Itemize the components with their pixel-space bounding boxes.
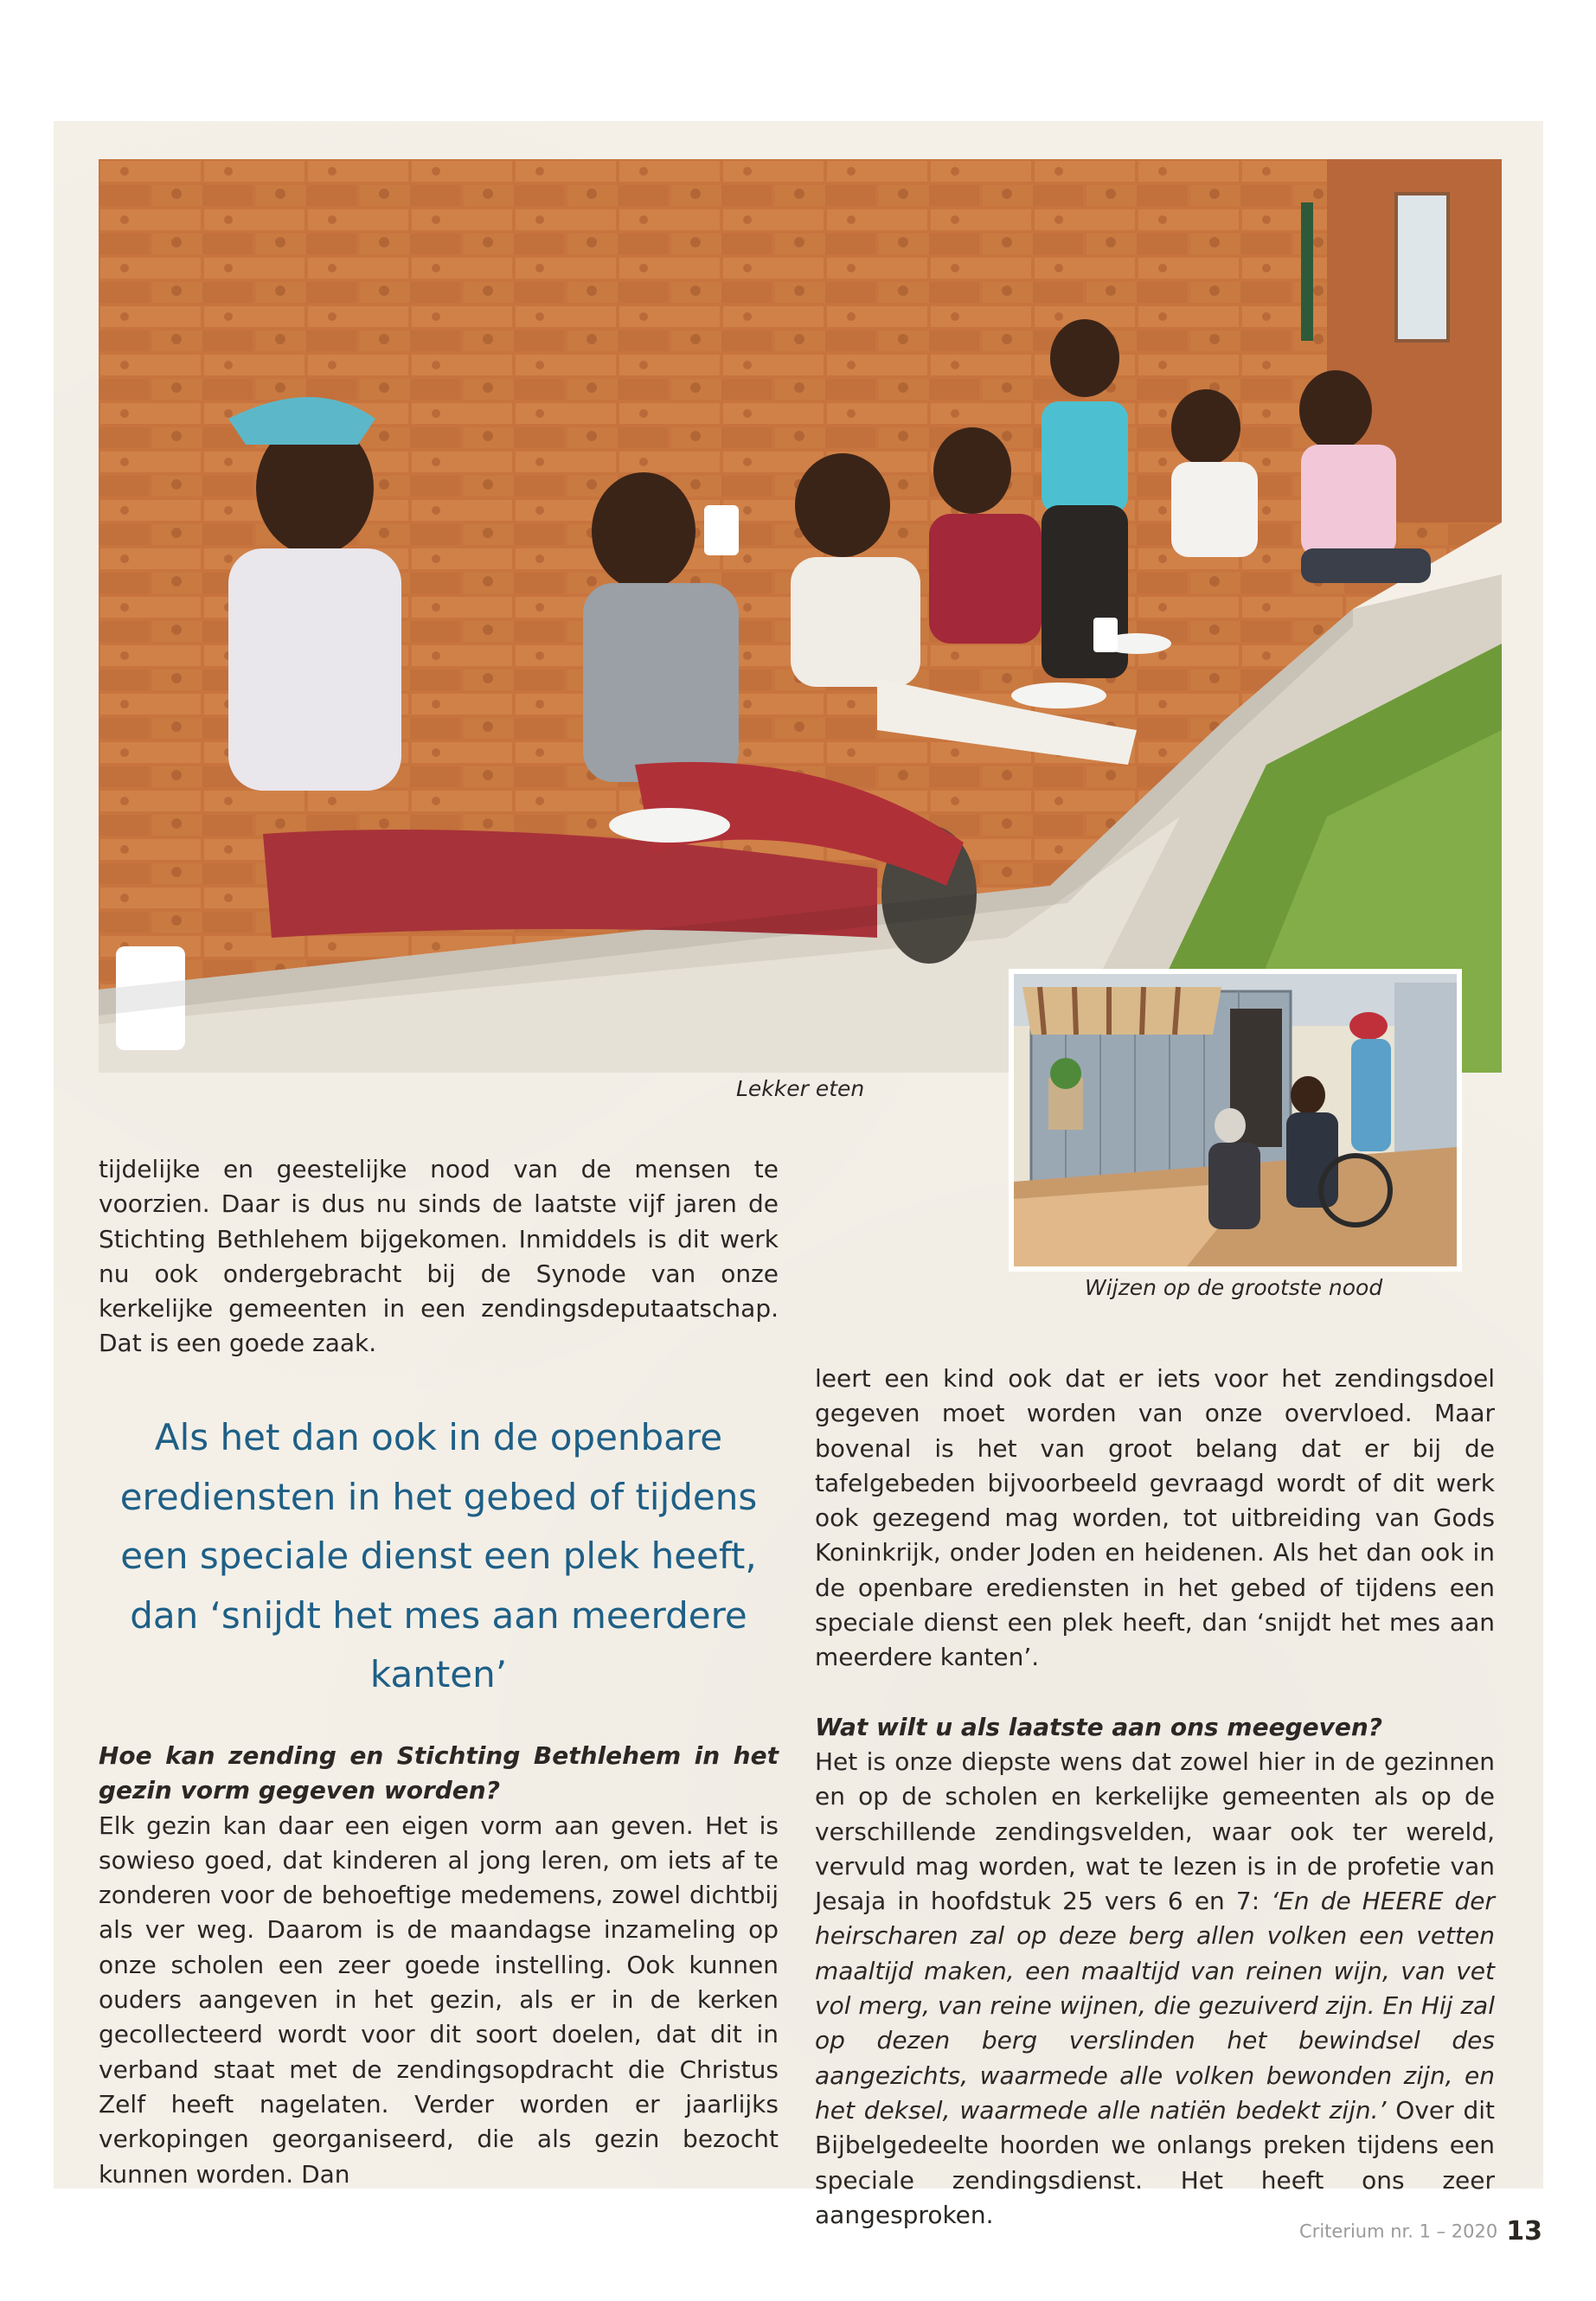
continuation-paragraph: leert een kind ook dat er iets voor het zendingsdoel gegeven moet worden van onze overvloed. Maar bovenal is het van groot belang dat er bij de tafelgebeden bijvoorbeeld gevraagd wordt of dit werk ook gezegend mag worden, tot uitbreiding van Gods Koninkrijk, onder Joden en heidenen. Als het dan ook in de openbare erediensten in het gebed of tijdens een speciale dienst een plek heeft, dan ‘snijdt het mes aan meerdere kanten’. bbox=[815, 1364, 1495, 1672]
right-column bbox=[815, 1362, 1495, 2233]
pull-quote: Als het dan ook in de openbare erediensten in het gebed of tijdens een speciale dienst een plek heeft, dan ‘snijdt het mes aan meerdere kanten’ bbox=[119, 1416, 758, 1695]
shack-illustration bbox=[1014, 974, 1457, 1266]
left-column-bottom bbox=[99, 1739, 779, 2192]
page-footer bbox=[1299, 2216, 1542, 2247]
children-eating-illustration bbox=[99, 159, 1502, 1073]
small-photo bbox=[1009, 969, 1462, 1272]
small-photo-caption: Wijzen op de grootste nood bbox=[1085, 1275, 1383, 1300]
main-photo bbox=[99, 159, 1502, 1073]
bible-quote: ‘En de HEERE der heirscharen zal op deze berg allen volken een vetten maaltijd maken, een maaltijd van reinen wijn, van vet vol merg, van reine wijnen, die gezuiverd zijn. En Hij zal op dezen berg verslinden het bewindsel des aangezichts, waarmede alle volken bewonden zijn, en het deksel, waarmede alle natiën bedekt zijn.’ bbox=[815, 1887, 1495, 2125]
page-number: 13 bbox=[1506, 2216, 1542, 2247]
answer-text-start: Het is onze diepste wens dat zowel hier in de gezinnen en op de scholen en kerkelijke gemeenten als op de verschillende zendingsvelden, waar ook ter wereld, vervuld mag worden, wat te lezen is in de profetie van Jesaja in hoofdstuk 25 vers 6 en 7: bbox=[815, 1747, 1495, 1916]
answer-paragraph-2 bbox=[815, 1745, 1495, 2233]
question-heading-1: Hoe kan zending en Stichting Bethlehem in het gezin vorm gegeven worden? bbox=[99, 1741, 779, 1805]
intro-paragraph: tijdelijke en geestelijke nood van de mensen te voorzien. Daar is dus nu sinds de laatste vijf jaren de Stichting Bethlehem bijgekomen. Inmiddels is dit werk nu ook ondergebracht bij de Synode van onze kerkelijke gemeenten in een zendingsdeputaatschap. Dat is een goede zaak. bbox=[99, 1155, 779, 1358]
answer-paragraph-1: Elk gezin kan daar een eigen vorm aan geven. Het is sowieso goed, dat kinderen al jong leren, om iets af te zonderen voor de behoeftige medemens, zowel dichtbij als ver weg. Daarom is de maandagse inzameling op onze scholen een zeer goede instelling. Ook kunnen ouders aangeven in het gezin, als er in de kerken gecollecteerd wordt voor dit soort doelen, dat dit in verband staat met de zendingsopdracht die Christus Zelf heeft nagelaten. Verder worden er jaarlijks verkopingen georganiseerd, die als gezin bezocht kunnen worden. Dan bbox=[99, 1811, 779, 2189]
left-column-top bbox=[99, 1152, 779, 1362]
question-heading-2: Wat wilt u als laatste aan ons meegeven? bbox=[815, 1712, 1383, 1741]
main-photo-caption: Lekker eten bbox=[736, 1076, 865, 1101]
magazine-issue: Criterium nr. 1 – 2020 bbox=[1299, 2221, 1498, 2242]
answer-text-end: Over dit Bijbelgedeelte hoorden we onlangs preken tijdens een speciale zendingsdienst. Het heeft ons zeer aangesproken. bbox=[815, 2095, 1495, 2229]
